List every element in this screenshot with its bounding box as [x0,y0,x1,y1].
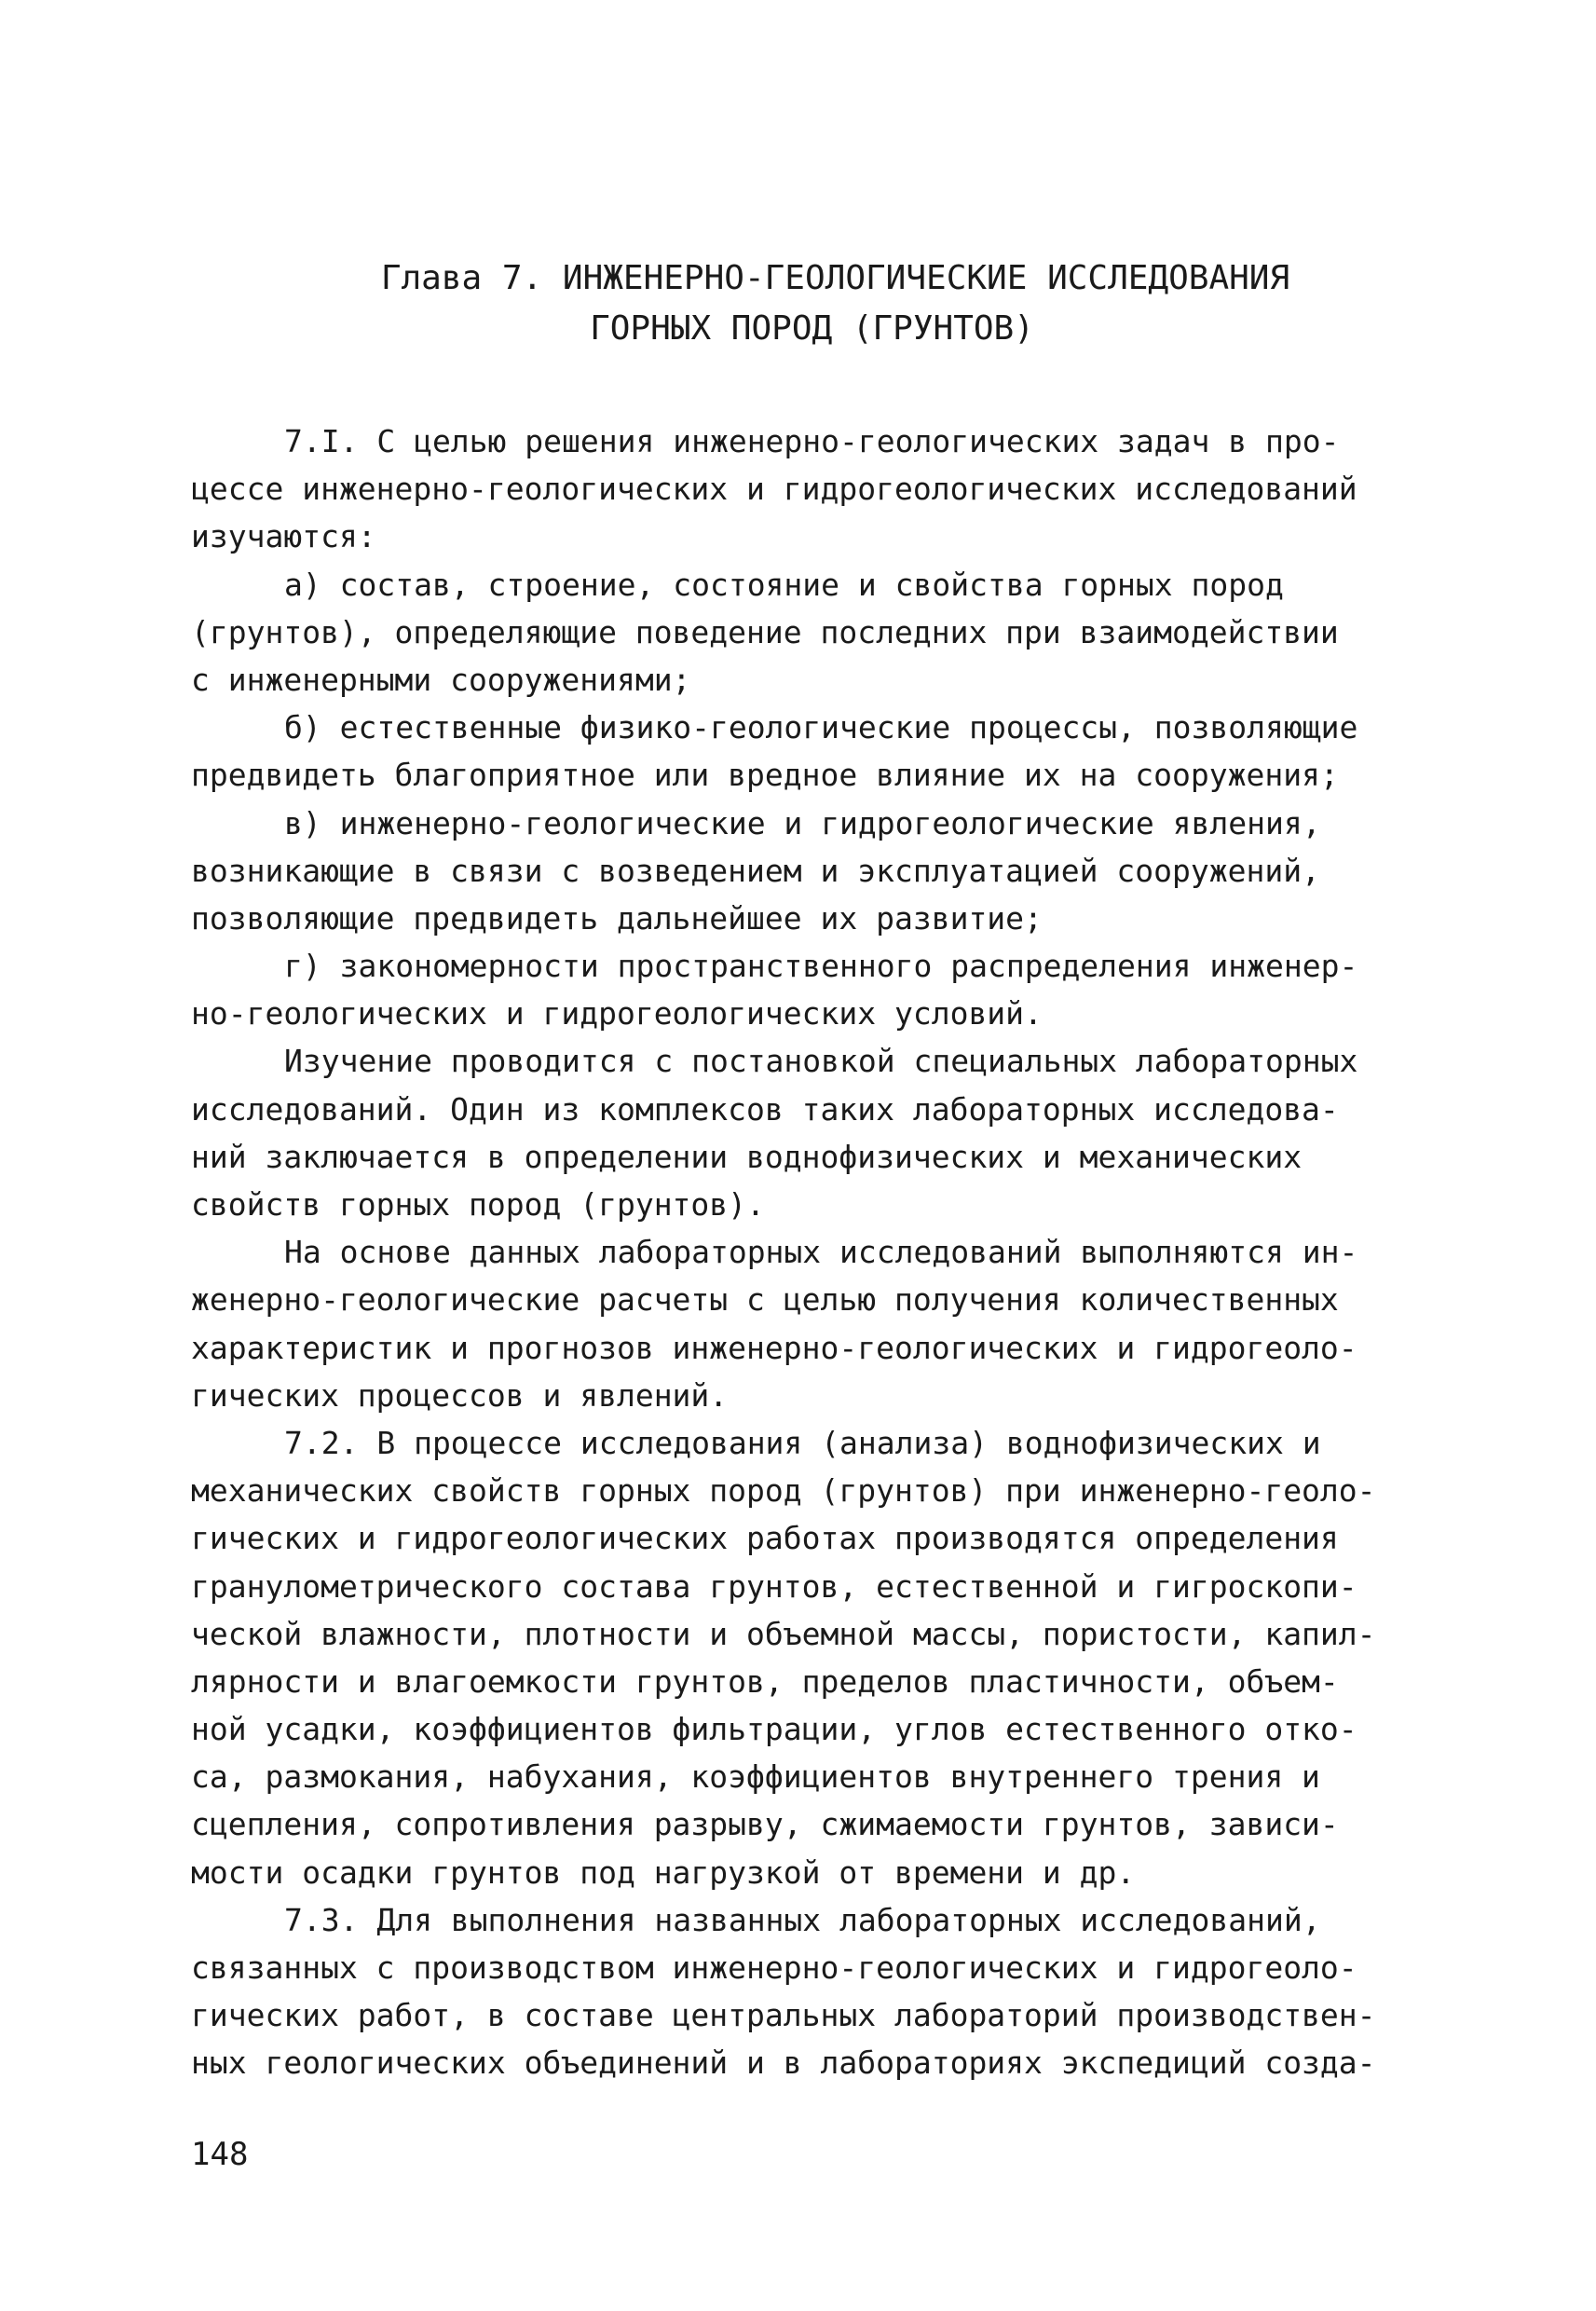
text-line: с инженерными сооружениями; [191,661,691,698]
text-line: механических свойств горных пород (грунтов) при инженерно-геоло- [191,1472,1376,1510]
text-line: свойств горных пород (грунтов). [191,1186,765,1223]
text-line: ной усадки, коэффициентов фильтрации, углов естественного отко- [191,1711,1357,1748]
text-line: 7.I. С целью решения инженерно-геологических задач в про- [284,423,1340,459]
text-line: цессе инженерно-геологических и гидрогеологических исследований [191,471,1357,508]
text-line: лярности и влагоемкости грунтов, пределов пластичности, объем- [191,1662,1339,1700]
text-line: гических процессов и явлений. [191,1376,729,1414]
text-line: 7.3. Для выполнения названных лабораторных исследований, [284,1901,1321,1938]
text-line: в) инженерно-геологические и гидрогеологические явления, [284,804,1321,841]
text-line: ний заключается в определении воднофизических и механических [191,1138,1303,1175]
text-line: (грунтов), определяющие поведение последних при взаимодействии [191,613,1339,650]
text-line: г) закономерности пространственного распределения инженер- [284,948,1358,985]
text-line: На основе данных лабораторных исследований выполняются ин- [284,1234,1358,1271]
text-line: характеристик и прогнозов инженерно-геологических и гидрогеоло- [191,1329,1357,1366]
body-text [191,417,1412,2087]
text-line: возникающие в связи с возведением и эксплуатацией сооружений, [191,852,1320,889]
text-line: са, размокания, набухания, коэффициентов внутреннего трения и [191,1758,1320,1796]
text-line: но-геологических и гидрогеологических условий. [191,995,1043,1032]
text-line: предвидеть благоприятное или вредное влияние их на сооружения; [191,757,1339,794]
chapter-title [0,253,1596,354]
chapter-title-line-1: Глава 7. ИНЖЕНЕРНО-ГЕОЛОГИЧЕСКИЕ ИССЛЕДОВАНИЯ [380,259,1290,297]
text-line: мости осадки грунтов под нагрузкой от времени и др. [191,1853,1136,1891]
text-line: а) состав, строение, состояние и свойства горных пород [284,566,1284,603]
text-line: изучаются: [191,518,376,555]
text-line: женерно-геологические расчеты с целью получения количественных [191,1281,1339,1319]
chapter-title-line-2: ГОРНЫХ ПОРОД (ГРУНТОВ) [590,309,1034,348]
text-line: гических работ, в составе центральных лабораторий производствен- [191,1997,1376,2034]
text-line: 7.2. В процессе исследования (анализа) воднофизических и [284,1424,1321,1461]
text-line: связанных с производством инженерно-геологических и гидрогеоло- [191,1949,1357,1986]
text-line: б) естественные физико-геологические процессы, позволяющие [284,709,1358,746]
text-line: позволяющие предвидеть дальнейшее их развитие; [191,899,1043,937]
text-line: исследований. Один из комплексов таких лабораторных исследова- [191,1090,1339,1128]
text-line: гических и гидрогеологических работах производятся определения [191,1520,1339,1557]
text-line: ческой влажности, плотности и объемной массы, пористости, капил- [191,1615,1376,1652]
page-number: 148 [191,2136,249,2173]
text-line: гранулометрического состава грунтов, естественной и гигроскопи- [191,1567,1357,1605]
text-line: ных геологических объединений и в лабораториях экспедиций созда- [191,2044,1376,2082]
text-line: Изучение проводится с постановкой специальных лабораторных [284,1043,1358,1080]
text-line: сцепления, сопротивления разрыву, сжимаемости грунтов, зависи- [191,1806,1339,1843]
